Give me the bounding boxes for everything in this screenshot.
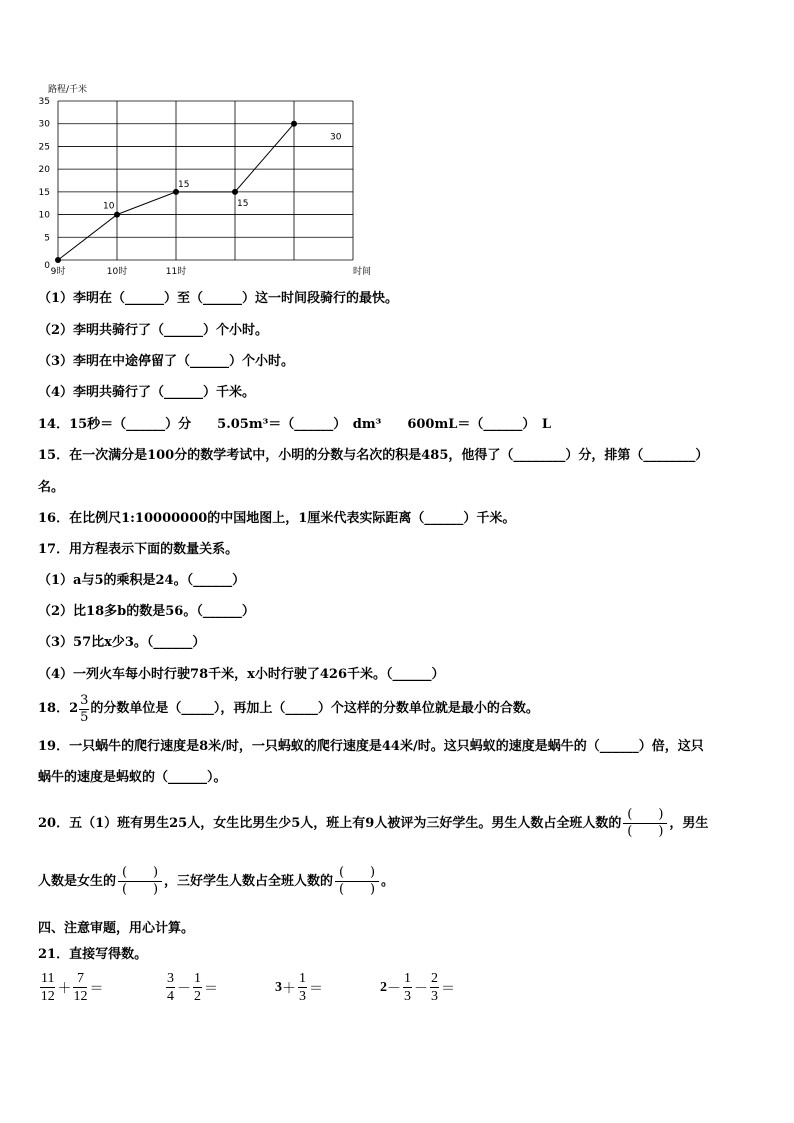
calc2-frac-b [193,970,202,1005]
question-18 [38,692,539,726]
question-20-line2 [38,862,394,902]
chart-grid [58,101,353,260]
x-tick-label: 11时 [165,267,187,277]
calc4-b-den: 3 [404,989,411,1004]
question-19-line2: 蜗牛的速度是蚂蚁的（______）。 [38,770,227,785]
q20-blank-num-2: ( ) [118,865,162,882]
calc1-op: ＋ [57,981,72,997]
q20-blank-den-2: ( ) [121,882,159,897]
question-15-line2: 名。 [38,480,65,495]
q18-whole: 2 [69,701,79,716]
data-point [114,212,120,218]
q18-fraction [79,693,89,726]
q17-part4: （4）一列火车每小时行驶78千米，x小时行驶了426千米。（______） [38,667,445,682]
q13-part1: （1）李明在（______）至（______）这一时间段骑行的最快。 [38,291,399,306]
calc2-a-num: 3 [167,971,174,986]
q18-den: 5 [80,709,89,725]
calc2-equals: ＝ [204,981,218,997]
calc4-c-num: 2 [431,971,438,986]
calc1-a-den: 12 [40,989,55,1004]
y-tick-label: 10 [38,210,50,221]
chart-ylabel: 路程/千米 [48,85,88,95]
question-19-line1: 19．一只蜗牛的爬行速度是8米/时，一只蚂蚁的爬行速度是44米/时。这只蚂蚁的速度是蜗牛的（______）倍，这只 [38,739,704,754]
q18-num: 3 [80,692,89,708]
q20-blank-num-3: ( ) [335,865,379,882]
y-tick-label: 15 [38,187,50,198]
data-point [232,189,238,195]
q18-suffix: 的分数单位是（_____），再加上（_____）个这样的分数单位就是最小的合数。 [90,701,539,716]
calc1-equals: ＝ [89,981,104,997]
calc2-op: － [177,981,191,997]
q20-blank-den-1: ( ) [627,824,664,839]
q20-blank-fraction-2 [118,865,162,898]
calc3-op: ＋ [282,981,296,997]
calc-expression-1 [38,970,103,1005]
q17-part2: （2）比18多b的数是56。（______） [38,604,255,619]
q20-blank-fraction-1 [623,807,667,840]
q20-line2b: ，三好学生人数占全班人数的 [164,874,334,889]
calc4-frac-b [403,970,412,1005]
data-label: 15 [237,198,249,209]
y-tick-label: 20 [38,165,50,176]
question-15-line1: 15．在一次满分是100分的数学考试中，小明的分数与名次的积是485，他得了（________）分，排第（________） [38,448,709,463]
calc4-op2: － [414,981,428,997]
q20-line1-end: ，男生 [669,816,709,831]
chart-point-labels [103,133,342,212]
data-label: 15 [178,179,190,190]
calc-expression-4 [380,970,455,1005]
calc4-op1: － [387,981,401,997]
calc4-equals: ＝ [441,981,455,997]
data-point [291,121,297,127]
calc1-frac-a [40,970,55,1005]
chart-y-ticks [39,97,51,271]
calc1-b-den: 12 [73,989,88,1004]
q17-part3: （3）57比x少3。（______） [38,635,206,650]
data-label: 10 [103,201,115,212]
question-16: 16．在比例尺1:10000000的中国地图上，1厘米代表实际距离（______）千米。 [38,511,516,526]
question-21-title: 21．直接写得数。 [38,947,148,962]
calc4-frac-c [430,970,439,1005]
question-20-line1 [38,804,708,844]
calc2-a-den: 4 [167,989,174,1004]
calc3-b-num: 1 [299,971,306,986]
q18-prefix: 18． [38,701,70,716]
question-14: 14．15秒＝（______）分 5.05m³＝（______） dm³ 600mL＝（______） L [38,417,552,432]
section-4-heading: 四、注意审题，用心计算。 [38,921,195,936]
q13-part3: （3）李明在中途停留了（______）个小时。 [38,354,295,369]
q13-part4: （4）李明共骑行了（______）千米。 [38,385,256,400]
calc3-equals: ＝ [309,981,323,997]
calc1-b-num: 7 [73,970,87,988]
calc4-b-num: 1 [404,971,411,986]
x-tick-label: 10时 [106,267,128,277]
q13-part2: （2）李明共骑行了（______）个小时。 [38,323,269,338]
y-tick-label: 0 [44,261,50,271]
calc1-frac-b [73,970,87,1005]
calc3-frac-b [298,970,307,1005]
y-tick-label: 25 [38,142,50,153]
y-tick-label: 30 [38,119,50,130]
y-tick-label: 5 [44,233,50,244]
chart-x-ticks [51,265,187,277]
calc3-whole: 3 [275,979,282,995]
data-point [55,257,61,263]
y-tick-label: 35 [38,97,50,107]
calc-expression-3 [275,970,323,1005]
q20-line2a: 人数是女生的 [38,874,117,889]
calc-expression-2 [164,970,218,1005]
calc2-frac-a [166,970,175,1005]
data-label: 30 [330,132,342,143]
q20-line2-end: 。 [381,874,395,889]
calc4-whole: 2 [380,979,387,995]
q20-blank-fraction-3 [335,865,379,898]
x-tick-label: 9时 [50,267,66,277]
calc1-a-num: 11 [41,971,55,986]
q20-line1-text: 20．五（1）班有男生25人，女生比男生少5人，班上有9人被评为三好学生。男生人数占全班人数的 [38,816,622,831]
q17-part1: （1）a与5的乘积是24。（______） [38,573,246,588]
calc2-b-den: 2 [194,989,201,1004]
calc4-c-den: 3 [431,989,438,1004]
q18-mixed-number [69,692,90,726]
distance-time-chart [40,80,385,280]
q20-blank-den-3: ( ) [338,882,376,897]
calc2-b-num: 1 [194,971,201,986]
chart-xlabel: 时间 [353,267,372,277]
question-17-title: 17．用方程表示下面的数量关系。 [38,542,239,557]
q20-blank-num-1: ( ) [623,807,667,824]
calc3-b-den: 3 [299,989,306,1004]
